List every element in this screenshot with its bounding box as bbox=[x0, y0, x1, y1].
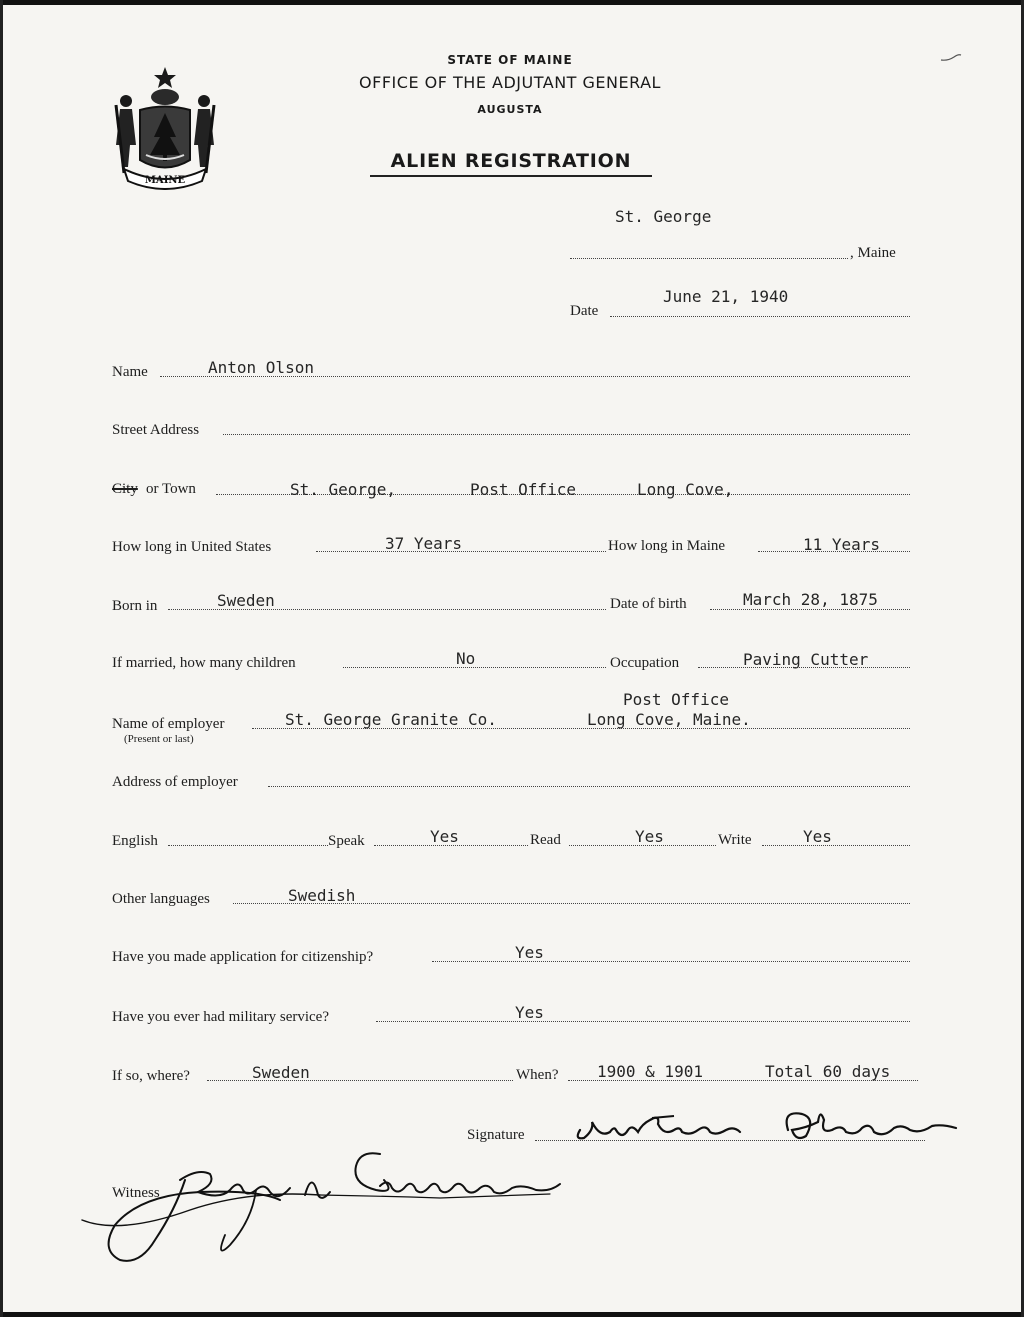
scan-edge-left bbox=[0, 0, 3, 1317]
write-label: Write bbox=[718, 832, 752, 848]
town-field-value: St. George, bbox=[290, 480, 396, 499]
applicant-signature bbox=[570, 1100, 965, 1150]
other-languages-value: Swedish bbox=[288, 886, 356, 905]
years-us-label: How long in United States bbox=[112, 539, 272, 555]
date-value: June 21, 1940 bbox=[663, 287, 789, 306]
employer-po-value: Long Cove, Maine. bbox=[587, 710, 751, 729]
write-line bbox=[762, 845, 910, 846]
name-label: Name bbox=[112, 364, 148, 380]
years-us-value: 37 Years bbox=[385, 534, 463, 553]
read-label: Read bbox=[530, 832, 561, 848]
total-days-value: Total 60 days bbox=[765, 1062, 891, 1081]
signature-label: Signature bbox=[467, 1127, 525, 1143]
employer-address-label: Address of employer bbox=[112, 774, 238, 790]
where-value: Sweden bbox=[252, 1063, 310, 1082]
born-in-value: Sweden bbox=[217, 591, 275, 610]
employer-po-label: Post Office bbox=[623, 690, 729, 709]
occupation-value: Paving Cutter bbox=[743, 650, 869, 669]
children-value: No bbox=[456, 649, 476, 668]
street-line bbox=[223, 434, 910, 435]
employer-label: Name of employer bbox=[112, 716, 225, 732]
occupation-label: Occupation bbox=[610, 655, 680, 671]
state-heading: STATE OF MAINE bbox=[447, 53, 573, 67]
when-value: 1900 & 1901 bbox=[597, 1062, 703, 1081]
dob-value: March 28, 1875 bbox=[743, 590, 878, 609]
years-maine-label: How long in Maine bbox=[608, 538, 726, 554]
employer-value: St. George Granite Co. bbox=[285, 710, 497, 729]
city-struck-label: City bbox=[112, 481, 138, 497]
post-office-value: Long Cove, bbox=[637, 480, 734, 499]
citizenship-line bbox=[432, 961, 910, 962]
dob-line bbox=[710, 609, 910, 610]
citizenship-value: Yes bbox=[515, 943, 544, 962]
witness-label: Witness bbox=[112, 1185, 160, 1201]
witness-signature bbox=[80, 1140, 580, 1280]
english-label: English bbox=[112, 833, 158, 849]
date-line bbox=[610, 316, 910, 317]
speak-value: Yes bbox=[430, 827, 459, 846]
name-value: Anton Olson bbox=[208, 358, 314, 377]
when-label: When? bbox=[516, 1067, 559, 1083]
employer-address-line bbox=[268, 786, 910, 787]
maine-seal-icon bbox=[110, 65, 220, 190]
seal-banner-text: MAINE bbox=[144, 175, 186, 186]
date-label: Date bbox=[570, 303, 599, 319]
form-title: ALIEN REGISTRATION bbox=[370, 150, 652, 177]
born-in-label: Born in bbox=[112, 598, 158, 614]
street-label: Street Address bbox=[112, 422, 200, 438]
military-value: Yes bbox=[515, 1003, 544, 1022]
citizenship-label: Have you made application for citizenship? bbox=[112, 949, 374, 965]
military-label: Have you ever had military service? bbox=[112, 1009, 329, 1025]
speak-label: Speak bbox=[328, 833, 365, 849]
corner-pen-mark bbox=[940, 52, 962, 62]
dob-label: Date of birth bbox=[610, 596, 687, 612]
where-label: If so, where? bbox=[112, 1068, 190, 1084]
years-maine-value: 11 Years bbox=[803, 535, 881, 554]
other-languages-label: Other languages bbox=[112, 891, 210, 907]
english-line bbox=[168, 845, 328, 846]
office-heading: OFFICE OF THE ADJUTANT GENERAL bbox=[359, 73, 661, 92]
read-value: Yes bbox=[635, 827, 664, 846]
town-value: St. George bbox=[615, 207, 712, 226]
post-office-label: Post Office bbox=[470, 480, 576, 499]
town-line bbox=[570, 258, 848, 259]
write-value: Yes bbox=[803, 827, 832, 846]
employer-sublabel: (Present or last) bbox=[124, 733, 194, 745]
town-label: or Town bbox=[146, 481, 196, 497]
military-line bbox=[376, 1021, 910, 1022]
maine-suffix: , Maine bbox=[850, 245, 896, 261]
city-heading: AUGUSTA bbox=[477, 103, 543, 116]
children-label: If married, how many children bbox=[112, 655, 296, 671]
